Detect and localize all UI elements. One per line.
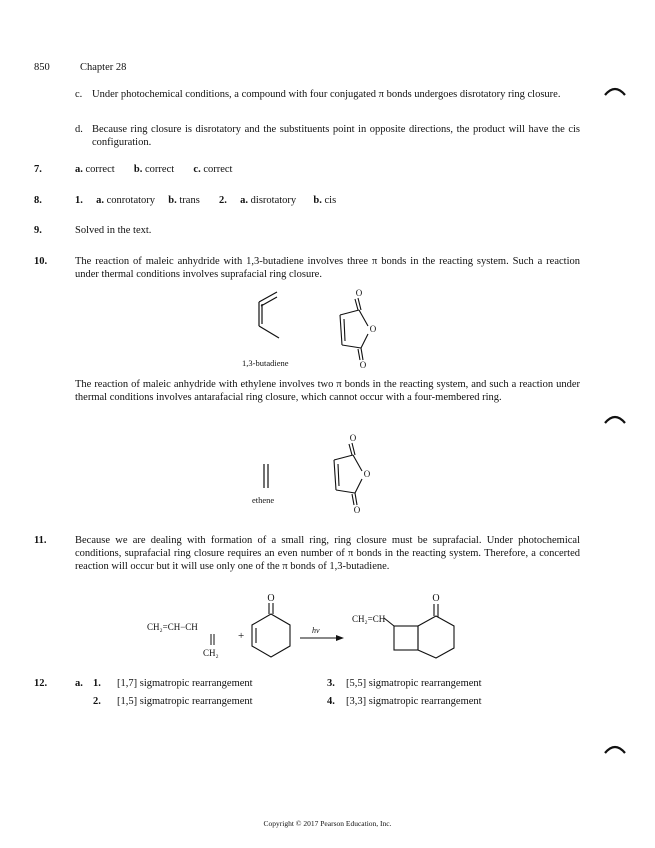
q12-item1-text: [1,7] sigmatropic rearrangement xyxy=(117,678,253,689)
oxygen-label: O xyxy=(363,469,371,479)
q11-paragraph: Because we are dealing with formation of a small ring, ring closure must be suprafacial. Under photochemical conditions, suprafacial ring closure requires an even number of π bonds in the reacting system. Therefore, a concerted reaction will occur but it will use only one of the π bonds of 1,3-butadiene. xyxy=(75,535,580,572)
q7-answers xyxy=(75,163,232,176)
q12-item2-number: 2. xyxy=(93,696,101,707)
q8-number: 8. xyxy=(34,195,42,206)
q7-b-label: b. xyxy=(133,164,143,175)
q12-item4-text: [3,3] sigmatropic rearrangement xyxy=(346,696,482,707)
oxygen-label: O xyxy=(369,324,377,334)
q10-paragraph-2: The reaction of maleic anhydride with ethylene involves two π bonds in the reacting system, and such a reaction under thermal conditions involves antarafacial ring closure, which cannot occur with a four-membered ring. xyxy=(75,379,580,403)
butadiene-formula: CH₂=CH−CH xyxy=(147,622,198,632)
q9-number: 9. xyxy=(34,225,42,236)
copyright-footer: Copyright © 2017 Pearson Education, Inc. xyxy=(263,819,392,828)
maleic-anhydride-structure-1 xyxy=(328,288,388,368)
q8-b2-label: b. xyxy=(313,195,322,206)
q10-paragraph-1: The reaction of maleic anhydride with 1,3-butadiene involves three π bonds in the reacting system. Such a reaction under thermal conditions involves suprafacial ring closure. xyxy=(75,256,580,280)
margin-mark-icon xyxy=(604,413,626,425)
butadiene-ch2-bottom: CH₂ xyxy=(203,648,219,658)
item-d-letter: d. xyxy=(75,124,83,135)
q7-number: 7. xyxy=(34,164,42,175)
q7-a-text: correct xyxy=(85,164,115,175)
q12-item3-text: [5,5] sigmatropic rearrangement xyxy=(346,678,482,689)
chapter-title: Chapter 28 xyxy=(80,62,127,73)
reaction-arrow-icon xyxy=(300,634,344,642)
maleic-anhydride-structure-2 xyxy=(322,433,382,513)
oxygen-label: O xyxy=(267,593,275,604)
butadiene-structure xyxy=(255,300,285,342)
q7-b-text: correct xyxy=(145,164,175,175)
bicyclic-product-structure xyxy=(384,592,474,662)
butadiene-double-bond xyxy=(209,633,217,647)
item-c-text: Under photochemical conditions, a compound with four conjugated π bonds undergoes disrotatory ring closure. xyxy=(92,89,561,100)
item-c-letter: c. xyxy=(75,89,83,100)
q7-a-label: a. xyxy=(75,164,83,175)
q7-c-text: correct xyxy=(203,164,233,175)
arrow-label: hν xyxy=(312,626,320,635)
q8-b-text: trans xyxy=(179,195,200,206)
margin-mark-icon xyxy=(604,743,626,755)
product-formula: CH₂=CH xyxy=(352,614,386,624)
label-ethene: ethene xyxy=(252,495,275,505)
plus-sign: + xyxy=(238,630,245,642)
q12-item3-number: 3. xyxy=(327,678,335,689)
margin-mark-icon xyxy=(604,85,626,97)
q8-answers xyxy=(75,194,336,207)
q8-a2-label: a. xyxy=(240,195,249,206)
q8-part1: 1. xyxy=(75,195,83,206)
oxygen-label: O xyxy=(349,433,357,443)
cyclohexenone-structure xyxy=(248,592,298,662)
page-number: 850 xyxy=(34,62,50,73)
q7-c-label: c. xyxy=(193,164,201,175)
item-d-text: Because ring closure is disrotatory and the substituents point in opposite directions, the product will have the cis configuration. xyxy=(92,124,580,148)
q8-a2-text: disrotatory xyxy=(250,195,297,206)
q8-b2-text: cis xyxy=(324,195,337,206)
q9-text: Solved in the text. xyxy=(75,225,152,236)
oxygen-label: O xyxy=(432,593,440,604)
oxygen-label: O xyxy=(359,360,367,370)
q8-part2: 2. xyxy=(219,195,227,206)
q8-b-label: b. xyxy=(168,195,177,206)
q8-a-text: conrotatory xyxy=(106,195,156,206)
q12-part: a. xyxy=(75,678,83,689)
ethene-structure xyxy=(262,462,272,492)
oxygen-label: O xyxy=(353,505,361,515)
q11-number: 11. xyxy=(34,535,47,546)
q12-item2-text: [1,5] sigmatropic rearrangement xyxy=(117,696,253,707)
q12-item1-number: 1. xyxy=(93,678,101,689)
q10-number: 10. xyxy=(34,256,48,267)
q12-item4-number: 4. xyxy=(327,696,335,707)
oxygen-label: O xyxy=(355,288,363,298)
label-butadiene: 1,3-butadiene xyxy=(242,358,289,368)
q12-number: 12. xyxy=(34,678,48,689)
q8-a-label: a. xyxy=(96,195,104,206)
